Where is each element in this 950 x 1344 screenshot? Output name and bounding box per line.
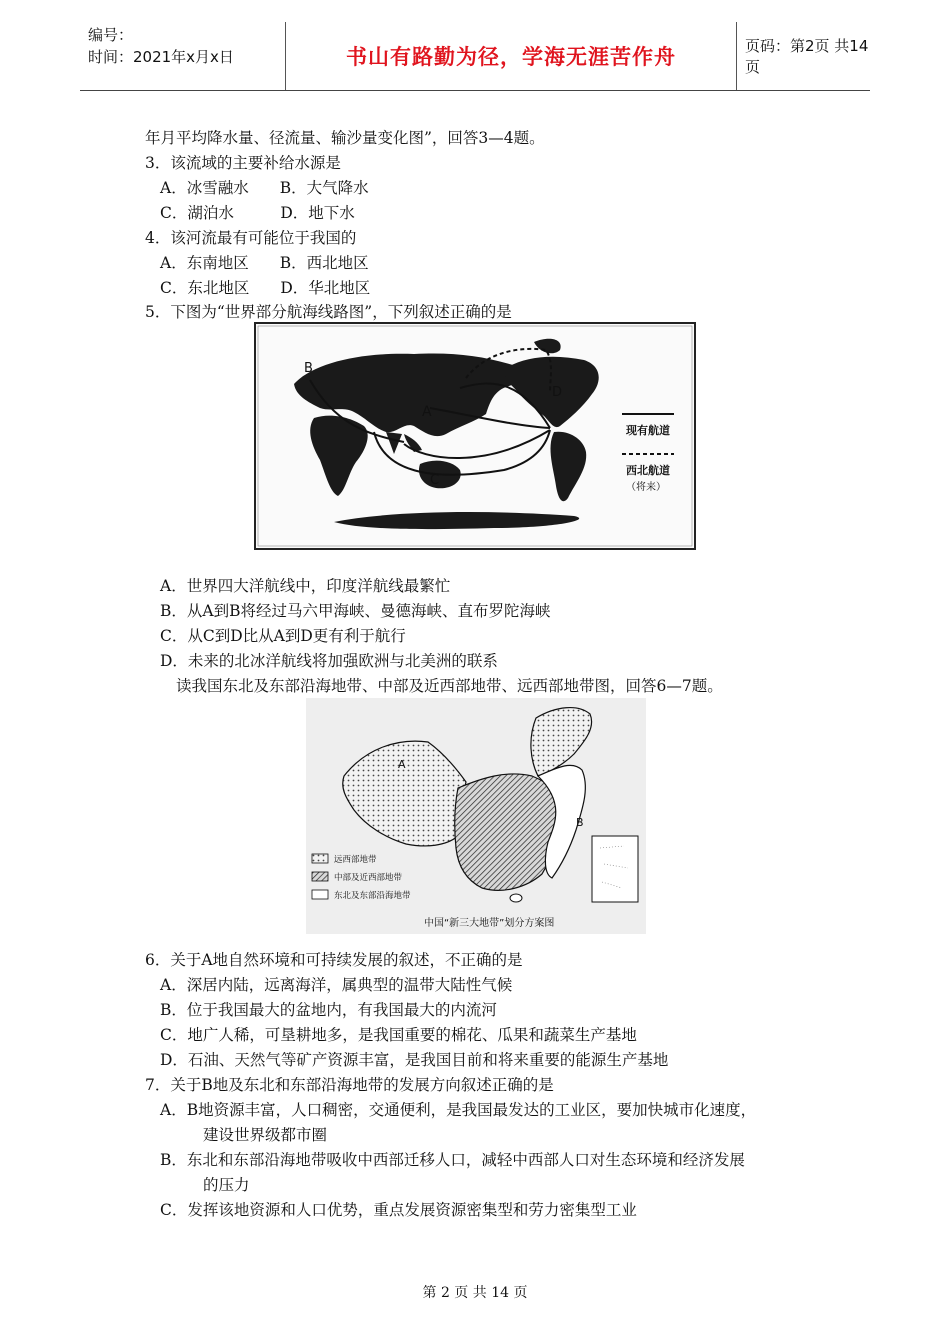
question-7-option-c: C．发挥该地资源和人口优势，重点发展资源密集型和劳力密集型工业	[160, 1201, 637, 1219]
question-5-stem: 5．下图为“世界部分航海线路图”，下列叙述正确的是	[145, 303, 512, 321]
question-6-option-b: B．位于我国最大的盆地内，有我国最大的内流河	[160, 1001, 497, 1019]
intro-questions-6-7: 读我国东北及东部沿海地带、中部及近西部地带、远西部地带图，回答6—7题。	[176, 677, 723, 695]
question-7-option-a-line1: A．B地资源丰富，人口稠密，交通便利，是我国最发达的工业区，要加快城市化速度，	[160, 1101, 757, 1119]
header-motto: 书山有路勤为径，学海无涯苦作舟	[285, 22, 737, 90]
header-page-info: 页码：第2页 共14页	[745, 37, 869, 76]
question-3-options-ab: A．冰雪融水 B．大气降水	[160, 179, 369, 197]
hainan-island	[510, 894, 522, 902]
legend-future: （将来）	[626, 482, 666, 493]
map-label-c: C	[430, 473, 440, 488]
world-shipping-map	[254, 322, 698, 552]
legend-northwest-passage: 西北航道	[626, 464, 670, 477]
question-7-option-b-line2: 的压力	[203, 1176, 250, 1194]
question-7-stem: 7．关于B地及东北和东部沿海地带的发展方向叙述正确的是	[145, 1076, 554, 1094]
china-zones-map	[306, 698, 646, 934]
legend-central-near-west: 中部及近西部地带	[334, 873, 403, 883]
question-5-option-b: B．从A到B将经过马六甲海峡、曼德海峡、直布罗陀海峡	[160, 602, 551, 620]
time-label: 时间：2021年x月x日	[88, 48, 234, 66]
map-label-a: A	[422, 404, 432, 420]
question-7-option-a-line2: 建设世界级都市圈	[203, 1126, 328, 1144]
question-4-options-ab: A．东南地区 B．西北地区	[160, 254, 369, 272]
legend-east-coast: 东北及东部沿海地带	[334, 891, 411, 901]
question-4-options-cd: C．东北地区 D．华北地区	[160, 279, 371, 297]
question-3-stem: 3．该流域的主要补给水源是	[145, 154, 341, 172]
question-3-options-cd: C．湖泊水 D．地下水	[160, 204, 355, 222]
question-7-option-b-line1: B．东北和东部沿海地带吸收中西部迁移人口，减轻中西部人口对生态环境和经济发展	[160, 1151, 745, 1169]
page-header	[80, 22, 870, 91]
china-map-label-a: A	[398, 758, 406, 771]
china-map-caption: 中国“新三大地带”划分方案图	[424, 918, 555, 929]
legend-far-west: 远西部地带	[334, 855, 377, 865]
map-label-b: B	[304, 361, 313, 376]
question-5-option-a: A．世界四大洋航线中，印度洋航线最繁忙	[160, 577, 451, 595]
question-4-stem: 4．该河流最有可能位于我国的	[145, 229, 357, 247]
question-6-stem: 6．关于A地自然环境和可持续发展的叙述，不正确的是	[145, 951, 523, 969]
question-6-option-c: C．地广人稀，可垦耕地多，是我国重要的棉花、瓜果和蔬菜生产基地	[160, 1026, 637, 1044]
legend-existing-route: 现有航道	[626, 424, 670, 437]
header-meta	[88, 24, 234, 68]
question-5-option-d: D．未来的北冰洋航线将加强欧洲与北美洲的联系	[160, 652, 498, 670]
question-5-option-c: C．从C到D比从A到D更有利于航行	[160, 627, 406, 645]
map-label-d: D	[552, 385, 563, 400]
china-map-label-b: B	[576, 816, 584, 829]
south-china-sea-inset	[592, 836, 638, 902]
intro-line: 年月平均降水量、径流量、输沙量变化图”，回答3—4题。	[145, 129, 545, 147]
question-6-option-a: A．深居内陆，远离海洋，属典型的温带大陆性气候	[160, 976, 513, 994]
question-6-option-d: D．石油、天然气等矿产资源丰富，是我国目前和将来重要的能源生产基地	[160, 1051, 669, 1069]
page-footer: 第 2 页 共 14 页	[422, 1285, 528, 1301]
serial-label: 编号：	[88, 26, 134, 44]
